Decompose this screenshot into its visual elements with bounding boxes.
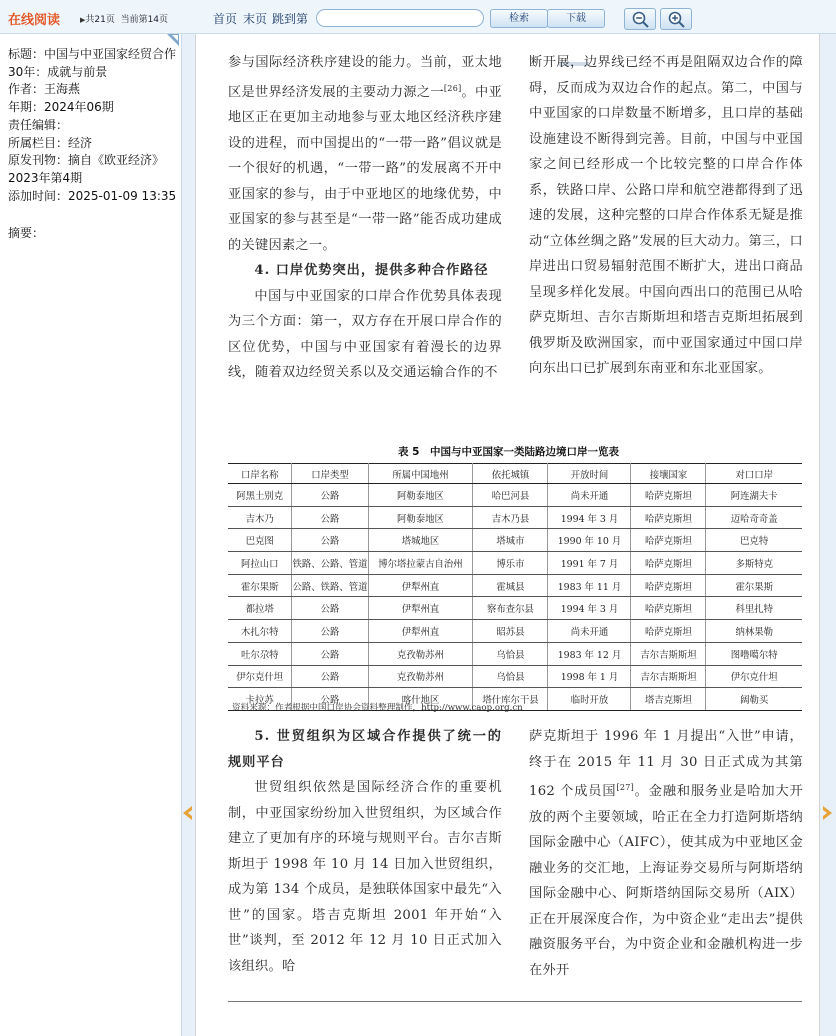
table-cell: 哈巴河县 bbox=[473, 484, 548, 507]
meta-editor: 责任编辑： bbox=[8, 117, 69, 132]
citation-ref: [26] bbox=[443, 83, 462, 93]
table-row bbox=[228, 506, 802, 529]
paragraph: 世贸组织依然是国际经济合作的重要机制，中亚国家纷纷加入世贸组织，为区域合作建立了更加有序的环境与规则平台。吉尔吉斯斯坦于 1998 年 10 月 14 日加入世贸组织，成为第 134 个成员，是独联体国家中最先“入世”的国家。塔吉克斯坦 2001 年开始“入世”谈判，至 2012 年 12 月 10 日正式加入该组织。哈 bbox=[228, 780, 502, 974]
table-header-row bbox=[228, 464, 802, 484]
table-title: 表 5 中国与中亚国家一类陆路边境口岸一览表 bbox=[398, 446, 619, 458]
table-cell: 塔城市 bbox=[473, 529, 548, 552]
table-cell: 吉尔吉斯斯坦 bbox=[631, 665, 706, 688]
table-cell: 霍尔果斯 bbox=[228, 574, 292, 597]
table-row bbox=[228, 665, 802, 688]
zoom-out-button[interactable] bbox=[624, 8, 656, 30]
table-cell: 哈萨克斯坦 bbox=[631, 574, 706, 597]
table-cell: 阿黑土别克 bbox=[228, 484, 292, 507]
page-counter bbox=[80, 12, 168, 25]
table-cell: 伊尔克什坦 bbox=[706, 665, 802, 688]
meta-title: 标题：中国与中亚国家经贸合作30年：成就与前景 bbox=[8, 47, 177, 79]
document-page bbox=[195, 34, 820, 1036]
table-cell: 阔勒买 bbox=[706, 688, 802, 711]
previous-page-arrow-icon[interactable] bbox=[183, 806, 193, 820]
table-cell: 1994 年 3 月 bbox=[548, 506, 631, 529]
paragraph: 断开展，边界线已经不再是阻隔双边合作的障碍，反而成为双边合作的起点。第二，中国与中亚国家的口岸数量不断增多，且口岸的基础设施建设不断得到完善。目前，中国与中亚国家之间已经形成一个比较完整的口岸合作体系，铁路口岸、公路口岸和航空港都得到了迅速的发展，这种完整的口岸合作体系无疑是推动“立体丝绸之路”发展的巨大动力。第三，口岸进出口贸易辐射范围不断扩大，进出口商品呈现多样化发展。中国向西出口的范围已从哈萨克斯坦、吉尔吉斯斯坦和塔吉克斯坦拓展到俄罗斯及欧洲国家，而中亚国家通过中国口岸向东出口已扩展到东南亚和东北亚国家。 bbox=[529, 55, 803, 376]
section-heading-4: 4. 口岸优势突出，提供多种合作路径 bbox=[254, 263, 489, 278]
table-cell: 伊尔克什坦 bbox=[228, 665, 292, 688]
table-cell: 公路、铁路、管道 bbox=[292, 574, 368, 597]
table-source-note: 资料来源：作者根据中国口岸协会资料整理制作，http://www.caop.org.cn bbox=[232, 703, 523, 713]
table-cell: 纳林果勒 bbox=[706, 620, 802, 643]
table-cell: 巴克图 bbox=[228, 529, 292, 552]
table-cell: 阿连湖夫卡 bbox=[706, 484, 802, 507]
table-cell: 吉木乃县 bbox=[473, 506, 548, 529]
table-header-cell: 口岸类型 bbox=[292, 464, 368, 484]
table-header-cell: 接壤国家 bbox=[631, 464, 706, 484]
table-cell: 吐尔尕特 bbox=[228, 642, 292, 665]
table-cell: 喀什地区 bbox=[368, 688, 473, 711]
page-search-input[interactable] bbox=[316, 9, 484, 27]
table-row bbox=[228, 597, 802, 620]
next-page-arrow-icon[interactable] bbox=[822, 806, 832, 820]
table-cell: 阿勒泰地区 bbox=[368, 484, 473, 507]
brand-title: 在线阅读 bbox=[8, 13, 61, 28]
first-page-link[interactable]: 首页 bbox=[213, 12, 238, 26]
text-span: 参与国际经济秩序建设的能力。当前，亚太地区是世界经济发展的主要动力源之一 bbox=[228, 55, 502, 100]
paragraph bbox=[228, 50, 502, 258]
last-page-link[interactable]: 末页 bbox=[243, 12, 268, 26]
table-cell: 霍城县 bbox=[473, 574, 548, 597]
table-cell: 吉尔吉斯斯坦 bbox=[631, 642, 706, 665]
table-cell: 伊犁州直 bbox=[368, 620, 473, 643]
table-cell: 乌恰县 bbox=[473, 642, 548, 665]
table-cell: 哈萨克斯坦 bbox=[631, 529, 706, 552]
section-heading-5: 5. 世贸组织为区域合作提供了统一的规则平台 bbox=[228, 729, 502, 770]
zoom-in-icon bbox=[668, 11, 686, 28]
table-row bbox=[228, 574, 802, 597]
table-cell: 塔吉克斯坦 bbox=[631, 688, 706, 711]
table-cell: 公路 bbox=[292, 597, 368, 620]
article-info-panel bbox=[0, 34, 182, 1036]
table-cell: 塔城地区 bbox=[368, 529, 473, 552]
table-header-cell: 所属中国地州 bbox=[368, 464, 473, 484]
table-row bbox=[228, 642, 802, 665]
table-cell: 尚未开通 bbox=[548, 620, 631, 643]
article-meta bbox=[8, 46, 178, 243]
table-row bbox=[228, 552, 802, 575]
table-cell: 公路 bbox=[292, 642, 368, 665]
page-total: 共21页 bbox=[85, 15, 115, 25]
meta-summary: 摘要： bbox=[8, 226, 45, 241]
table-cell: 公路 bbox=[292, 484, 368, 507]
table-cell: 1990 年 10 月 bbox=[548, 529, 631, 552]
search-button[interactable]: 检索 bbox=[490, 9, 548, 28]
table-cell: 哈萨克斯坦 bbox=[631, 506, 706, 529]
table-cell: 哈萨克斯坦 bbox=[631, 620, 706, 643]
table-cell: 克孜勒苏州 bbox=[368, 665, 473, 688]
right-column-top bbox=[529, 50, 803, 382]
table-body bbox=[228, 484, 802, 711]
table-cell: 科里扎特 bbox=[706, 597, 802, 620]
table-cell: 1998 年 1 月 bbox=[548, 665, 631, 688]
table-cell: 阿拉山口 bbox=[228, 552, 292, 575]
text-span: 萨克斯坦于 1996 年 1 月提出“入世”申请，终于在 2015 年 11 月 30 日正式成为其第 162 个成员国 bbox=[529, 729, 803, 799]
meta-column: 所属栏目：经济 bbox=[8, 135, 93, 150]
zoom-out-icon bbox=[632, 11, 650, 28]
left-column-bottom bbox=[228, 724, 502, 979]
table-row bbox=[228, 529, 802, 552]
table-cell: 公路 bbox=[292, 620, 368, 643]
table-cell: 公路 bbox=[292, 529, 368, 552]
table-cell: 木扎尔特 bbox=[228, 620, 292, 643]
play-icon: ▶ bbox=[80, 16, 86, 24]
table-cell: 察布查尔县 bbox=[473, 597, 548, 620]
table-cell: 多斯特克 bbox=[706, 552, 802, 575]
table-row bbox=[228, 484, 802, 507]
table-cell: 图噜噶尔特 bbox=[706, 642, 802, 665]
table-cell: 1983 年 11 月 bbox=[548, 574, 631, 597]
table-cell: 迈哈奇奇盖 bbox=[706, 506, 802, 529]
page-current: 当前第14页 bbox=[120, 15, 169, 25]
citation-ref: [27] bbox=[616, 783, 635, 792]
left-column-top bbox=[228, 50, 502, 386]
table-cell: 塔什库尔干县 bbox=[473, 688, 548, 711]
table-header-cell: 对口口岸 bbox=[706, 464, 802, 484]
text-span: 。金融和服务业是哈加大开放的两个主要领域，哈正在全力打造阿斯塔纳国际金融中心（AIFC），使其成为中亚地区金融业务的交汇地，上海证券交易所与阿斯塔纳国际金融中心、阿斯塔纳国际交易所（AIX）正在开展深度合作，为中资企业“走出去”提供融资服务平台，为中资企业和金融机构进一步在外开 bbox=[529, 784, 804, 978]
right-column-bottom bbox=[529, 724, 803, 983]
text-span: 。中亚地区正在更加主动地参与亚太地区经济秩序建设的进程，而中国提出的“一带一路”倡议就是一个很好的机遇，“一带一路”的发展离不开中亚国家的参与，由于中亚地区的地缘优势，中亚国家的参与甚至是“一带一路”能否成功建成的关键因素之一。 bbox=[228, 84, 502, 253]
table-cell: 都拉塔 bbox=[228, 597, 292, 620]
table-cell: 卡拉苏 bbox=[228, 688, 292, 711]
toolbar bbox=[0, 0, 836, 34]
jump-to-label: 跳到第 bbox=[272, 12, 309, 26]
table-header-cell: 口岸名称 bbox=[228, 464, 292, 484]
meta-source: 原发刊物：摘自《欧亚经济》2023年第4期 bbox=[8, 153, 165, 185]
table-cell: 博乐市 bbox=[473, 552, 548, 575]
table-cell: 乌恰县 bbox=[473, 665, 548, 688]
table-cell: 巴克特 bbox=[706, 529, 802, 552]
table-cell: 吉木乃 bbox=[228, 506, 292, 529]
zoom-in-button[interactable] bbox=[660, 8, 692, 30]
table-cell: 哈萨克斯坦 bbox=[631, 597, 706, 620]
paragraph bbox=[529, 724, 803, 983]
meta-year: 年期：2024年06期 bbox=[8, 100, 114, 115]
table-header-cell: 开放时间 bbox=[548, 464, 631, 484]
download-button[interactable]: 下载 bbox=[547, 9, 605, 28]
table-cell: 哈萨克斯坦 bbox=[631, 484, 706, 507]
table-cell: 公路 bbox=[292, 688, 368, 711]
table-cell: 博尔塔拉蒙古自治州 bbox=[368, 552, 473, 575]
table-cell: 伊犁州直 bbox=[368, 597, 473, 620]
table-header-cell: 依托城镇 bbox=[473, 464, 548, 484]
table-cell: 伊犁州直 bbox=[368, 574, 473, 597]
table-cell: 1991 年 7 月 bbox=[548, 552, 631, 575]
table-cell: 哈萨克斯坦 bbox=[631, 552, 706, 575]
table-cell: 尚未开通 bbox=[548, 484, 631, 507]
table-cell: 克孜勒苏州 bbox=[368, 642, 473, 665]
paragraph: 中国与中亚国家的口岸合作优势具体表现为三个方面：第一，双方存在开展口岸合作的区位优势，中国与中亚国家有着漫长的边界线，随着双边经贸关系以及交通运输合作的不 bbox=[228, 288, 502, 380]
table-cell: 霍尔果斯 bbox=[706, 574, 802, 597]
table-cell: 1994 年 3 月 bbox=[548, 597, 631, 620]
table-row bbox=[228, 620, 802, 643]
page-bottom-rule bbox=[228, 1001, 802, 1002]
meta-added: 添加时间：2025-01-09 13:35 bbox=[8, 188, 177, 203]
ports-table bbox=[228, 463, 802, 711]
table-cell: 公路 bbox=[292, 665, 368, 688]
table-cell: 昭苏县 bbox=[473, 620, 548, 643]
table-cell: 铁路、公路、管道 bbox=[292, 552, 368, 575]
collapse-corner-icon[interactable] bbox=[167, 34, 179, 46]
table-cell: 公路 bbox=[292, 506, 368, 529]
table-cell: 1983 年 12 月 bbox=[548, 642, 631, 665]
table-cell: 临时开放 bbox=[548, 688, 631, 711]
table-cell: 阿勒泰地区 bbox=[368, 506, 473, 529]
meta-author: 作者：王海燕 bbox=[8, 82, 81, 97]
